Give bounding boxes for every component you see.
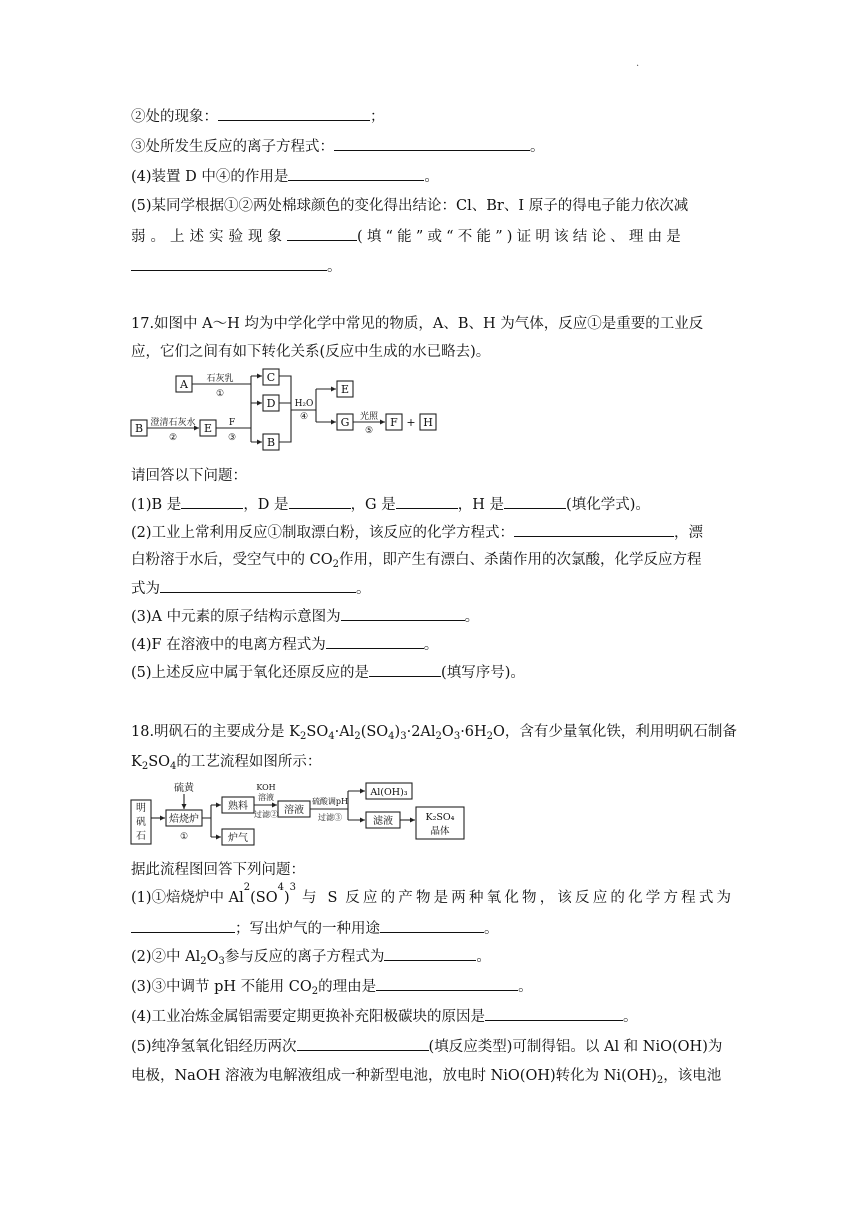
label-step-4: ④ bbox=[299, 412, 309, 422]
flow-acid-ph: 硫酸调pH bbox=[311, 797, 349, 806]
node-d: D bbox=[266, 397, 276, 410]
answer-blank[interactable] bbox=[218, 106, 370, 121]
answer-blank[interactable] bbox=[289, 494, 351, 509]
q18-line-1: 18.明矾石的主要成分是 $K_2SO_4\cdot Al_2(SO_4)_3\cdot 2Al_2O_3\cdot 6H_2O$，含有少量氧化铁，利用明矾石制备 bbox=[131, 724, 737, 742]
flow-furnace: 焙烧炉 bbox=[169, 814, 199, 825]
answer-blank[interactable] bbox=[396, 494, 458, 509]
flow-alunite-3: 石 bbox=[136, 831, 146, 842]
plus-sign: + bbox=[406, 416, 416, 429]
label-water: H₂O bbox=[294, 399, 314, 409]
flow-flue-gas: 炉气 bbox=[228, 833, 248, 844]
q17-line-2: 应，它们之间有如下转化关系(反应中生成的水已略去)。 bbox=[131, 344, 491, 360]
flow-product-crystal: 晶体 bbox=[430, 826, 450, 837]
q17-conversion-diagram bbox=[128, 368, 448, 460]
label-f: F bbox=[228, 418, 236, 428]
flow-filtrate: 滤液 bbox=[373, 816, 393, 827]
q16-line-6: 。 bbox=[131, 256, 342, 277]
flow-solution: 溶液 bbox=[284, 805, 304, 816]
flow-alunite-2: 矾 bbox=[136, 817, 146, 828]
flow-aluminum-hydroxide: Al(OH)₃ bbox=[370, 787, 408, 798]
flow-koh-solution: 溶液 bbox=[258, 793, 274, 802]
q17-line-7: 式为 。 bbox=[131, 578, 371, 599]
q17-line-9: (4)F 在溶液中的电离方程式为 。 bbox=[131, 634, 438, 655]
flow-sulfur: 硫黄 bbox=[174, 783, 194, 794]
q18-line-9: (5)纯净氢氧化铝经历两次 (填反应类型)可制得铝。以 Al 和 NiO(OH)为 bbox=[131, 1036, 722, 1057]
node-a: A bbox=[180, 378, 188, 391]
answer-blank[interactable] bbox=[326, 634, 424, 649]
answer-blank[interactable] bbox=[297, 1036, 429, 1051]
q18-line-2: $K_2SO_4$的工艺流程如图所示： bbox=[131, 754, 322, 772]
q17-line-4: (1)B 是 ，D 是 ，G 是 ，H 是 (填化学式)。 bbox=[131, 494, 650, 515]
q18-line-4: (1)①焙烧炉中 Al 2 (SO 4 ) 3 与 S 反应的产物是两种氧化物，该反应的化学方程式为 bbox=[131, 882, 731, 906]
answer-blank[interactable] bbox=[287, 226, 357, 241]
flow-filter-3: 过滤③ bbox=[318, 813, 342, 822]
q16-line-2: ③处所发生反应的离子方程式： 。 bbox=[131, 136, 545, 157]
flow-clinker: 熟料 bbox=[228, 801, 248, 812]
flow-alunite-1: 明 bbox=[136, 803, 146, 814]
q18-line-3: 据此流程图回答下列问题： bbox=[131, 862, 305, 878]
q18-line-7: (3)③中调节 pH 不能用 $CO_2$的理由是 。 bbox=[131, 976, 533, 997]
label-step-5: ⑤ bbox=[364, 426, 374, 436]
answer-blank[interactable] bbox=[485, 1006, 623, 1021]
q18-line-6: (2)②中 $Al_2O_3$参与反应的离子方程式为 。 bbox=[131, 946, 491, 967]
q17-line-6: 白粉溶于水后，受空气中的 $CO_2$作用，即产生有漂白、杀菌作用的次氯酸，化学反应方程 bbox=[131, 552, 702, 570]
node-h: H bbox=[423, 416, 433, 429]
node-e-2: E bbox=[340, 383, 350, 396]
node-b: B bbox=[134, 422, 144, 435]
answer-blank[interactable] bbox=[334, 136, 530, 151]
q16-line-5: 弱。上述实验现象 (填“能”或“不能”)证明该结论、理由是 bbox=[131, 226, 685, 247]
answer-blank[interactable] bbox=[369, 662, 441, 677]
flow-step-1: ① bbox=[179, 832, 189, 842]
label-light: 光照 bbox=[359, 412, 379, 422]
answer-blank[interactable] bbox=[514, 522, 674, 537]
q17-line-3: 请回答以下问题： bbox=[131, 468, 247, 484]
label-step-2: ② bbox=[168, 433, 178, 443]
node-c: C bbox=[266, 371, 276, 384]
flow-product-k2so4: K₂SO₄ bbox=[425, 812, 455, 823]
flow-filter-2: 过滤② bbox=[254, 810, 278, 819]
q18-line-5: ；写出炉气的一种用途 。 bbox=[131, 918, 499, 939]
q16-line-3: (4)装置 D 中④的作用是 。 bbox=[131, 166, 439, 187]
answer-blank[interactable] bbox=[380, 918, 484, 933]
q17-line-5: (2)工业上常利用反应①制取漂白粉，该反应的化学方程式： ，漂 bbox=[131, 522, 703, 543]
answer-blank[interactable] bbox=[288, 166, 424, 181]
node-g: G bbox=[340, 416, 350, 429]
node-e: E bbox=[203, 422, 213, 435]
q16-line-4: (5)某同学根据①②两处棉球颜色的变化得出结论：Cl、Br、I 原子的得电子能力依次减 bbox=[131, 198, 689, 214]
node-b-2: B bbox=[266, 436, 276, 449]
answer-blank[interactable] bbox=[181, 494, 243, 509]
answer-blank[interactable] bbox=[504, 494, 566, 509]
q16-line-1: ②处的现象： ； bbox=[131, 106, 385, 127]
answer-blank[interactable] bbox=[131, 256, 327, 271]
q17-line-8: (3)A 中元素的原子结构示意图为 。 bbox=[131, 606, 479, 627]
flow-koh: KOH bbox=[256, 783, 276, 792]
label-step-1: ① bbox=[215, 389, 225, 399]
node-f: F bbox=[390, 416, 398, 429]
answer-blank[interactable] bbox=[384, 946, 476, 961]
label-limewater: 澄清石灰水 bbox=[150, 418, 196, 428]
label-lime-milk: 石灰乳 bbox=[206, 374, 234, 384]
answer-blank[interactable] bbox=[131, 918, 235, 933]
answer-blank[interactable] bbox=[160, 578, 356, 593]
label-step-3: ③ bbox=[227, 433, 237, 443]
q18-line-10: 电极，NaOH 溶液为电解液组成一种新型电池，放电时 NiO(OH)转化为 $Ni(OH)_2$，该电池 bbox=[131, 1068, 722, 1086]
q17-line-10: (5)上述反应中属于氧化还原反应的是 (填写序号)。 bbox=[131, 662, 525, 683]
answer-blank[interactable] bbox=[341, 606, 465, 621]
page-mark: . bbox=[636, 58, 640, 69]
q18-process-flow bbox=[128, 780, 470, 852]
answer-blank[interactable] bbox=[376, 976, 518, 991]
q18-line-8: (4)工业冶炼金属铝需要定期更换补充阳极碳块的原因是 。 bbox=[131, 1006, 638, 1027]
q17-line-1: 17.如图中 A～H 均为中学化学中常见的物质，A、B、H 为气体，反应①是重要的工业反 bbox=[131, 316, 704, 332]
